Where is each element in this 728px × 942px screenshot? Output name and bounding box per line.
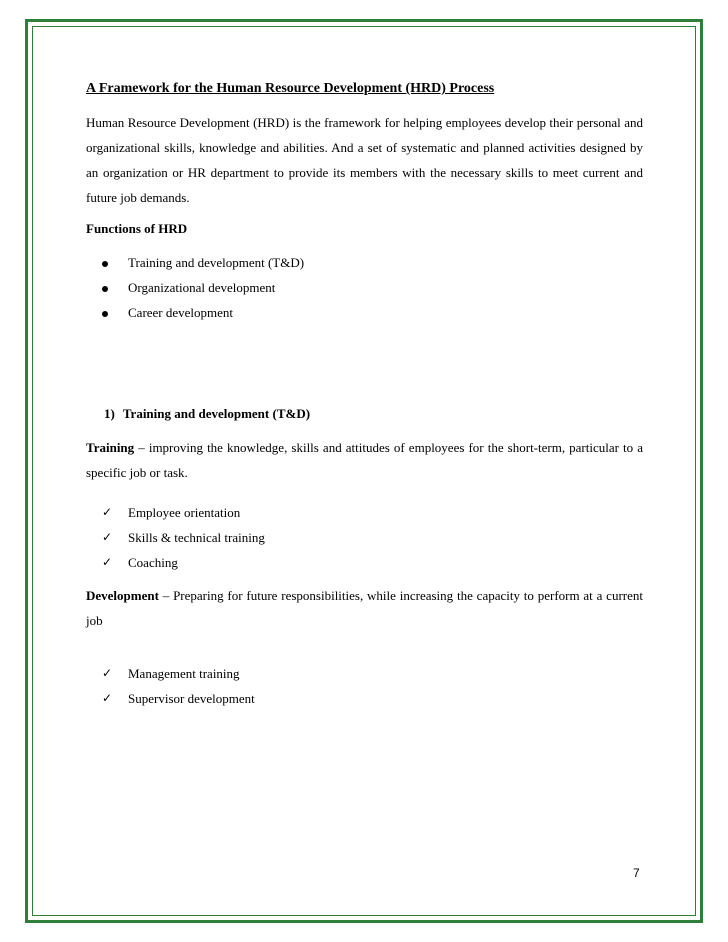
bullet-icon	[102, 311, 108, 317]
development-text: – Preparing for future responsibilities, while increasing the capacity to perform at a current job	[86, 588, 643, 628]
page-content	[86, 80, 643, 711]
list-item	[86, 525, 643, 550]
functions-heading: Functions of HRD	[86, 221, 188, 236]
checkmark-icon: ✓	[102, 691, 113, 705]
list-item	[86, 250, 643, 275]
training-item-label: Skills & technical training	[128, 530, 265, 545]
list-item	[86, 661, 643, 686]
page-number: 7	[633, 866, 640, 880]
list-item	[86, 275, 643, 300]
function-label: Training and development (T&D)	[128, 255, 305, 270]
bullet-icon	[102, 261, 108, 267]
training-text: – improving the knowledge, skills and attitudes of employees for the short-term, particular to a specific job or task.	[86, 440, 643, 480]
checkmark-icon: ✓	[102, 555, 113, 569]
list-item	[86, 500, 643, 525]
checkmark-icon: ✓	[102, 666, 113, 680]
page-title: A Framework for the Human Resource Development (HRD) Process	[86, 81, 495, 96]
training-item-label: Coaching	[128, 555, 178, 570]
functions-list	[86, 250, 643, 325]
function-label: Organizational development	[128, 280, 276, 295]
section-title: Training and development (T&D)	[122, 406, 311, 421]
development-item-label: Management training	[128, 666, 240, 681]
list-item	[86, 300, 643, 325]
development-paragraph	[86, 583, 643, 633]
bullet-icon	[102, 286, 108, 292]
function-label: Career development	[128, 305, 234, 320]
development-item-label: Supervisor development	[128, 691, 255, 706]
section-heading-training	[86, 405, 643, 423]
development-term: Development	[86, 588, 159, 603]
training-paragraph	[86, 435, 643, 485]
training-term: Training	[86, 440, 135, 455]
list-item	[86, 686, 643, 711]
checkmark-icon: ✓	[102, 530, 113, 544]
list-item	[86, 550, 643, 575]
training-item-label: Employee orientation	[128, 505, 241, 520]
checkmark-icon: ✓	[102, 505, 113, 519]
training-list	[86, 500, 643, 575]
development-list	[86, 661, 643, 711]
section-number: 1)	[104, 406, 115, 421]
intro-paragraph: Human Resource Development (HRD) is the framework for helping employees develop their personal and organizational skills, knowledge and abilities. And a set of systematic and planned activities designed by an organization or HR department to provide its members with the necessary skills to meet current and future job demands.	[86, 115, 643, 205]
